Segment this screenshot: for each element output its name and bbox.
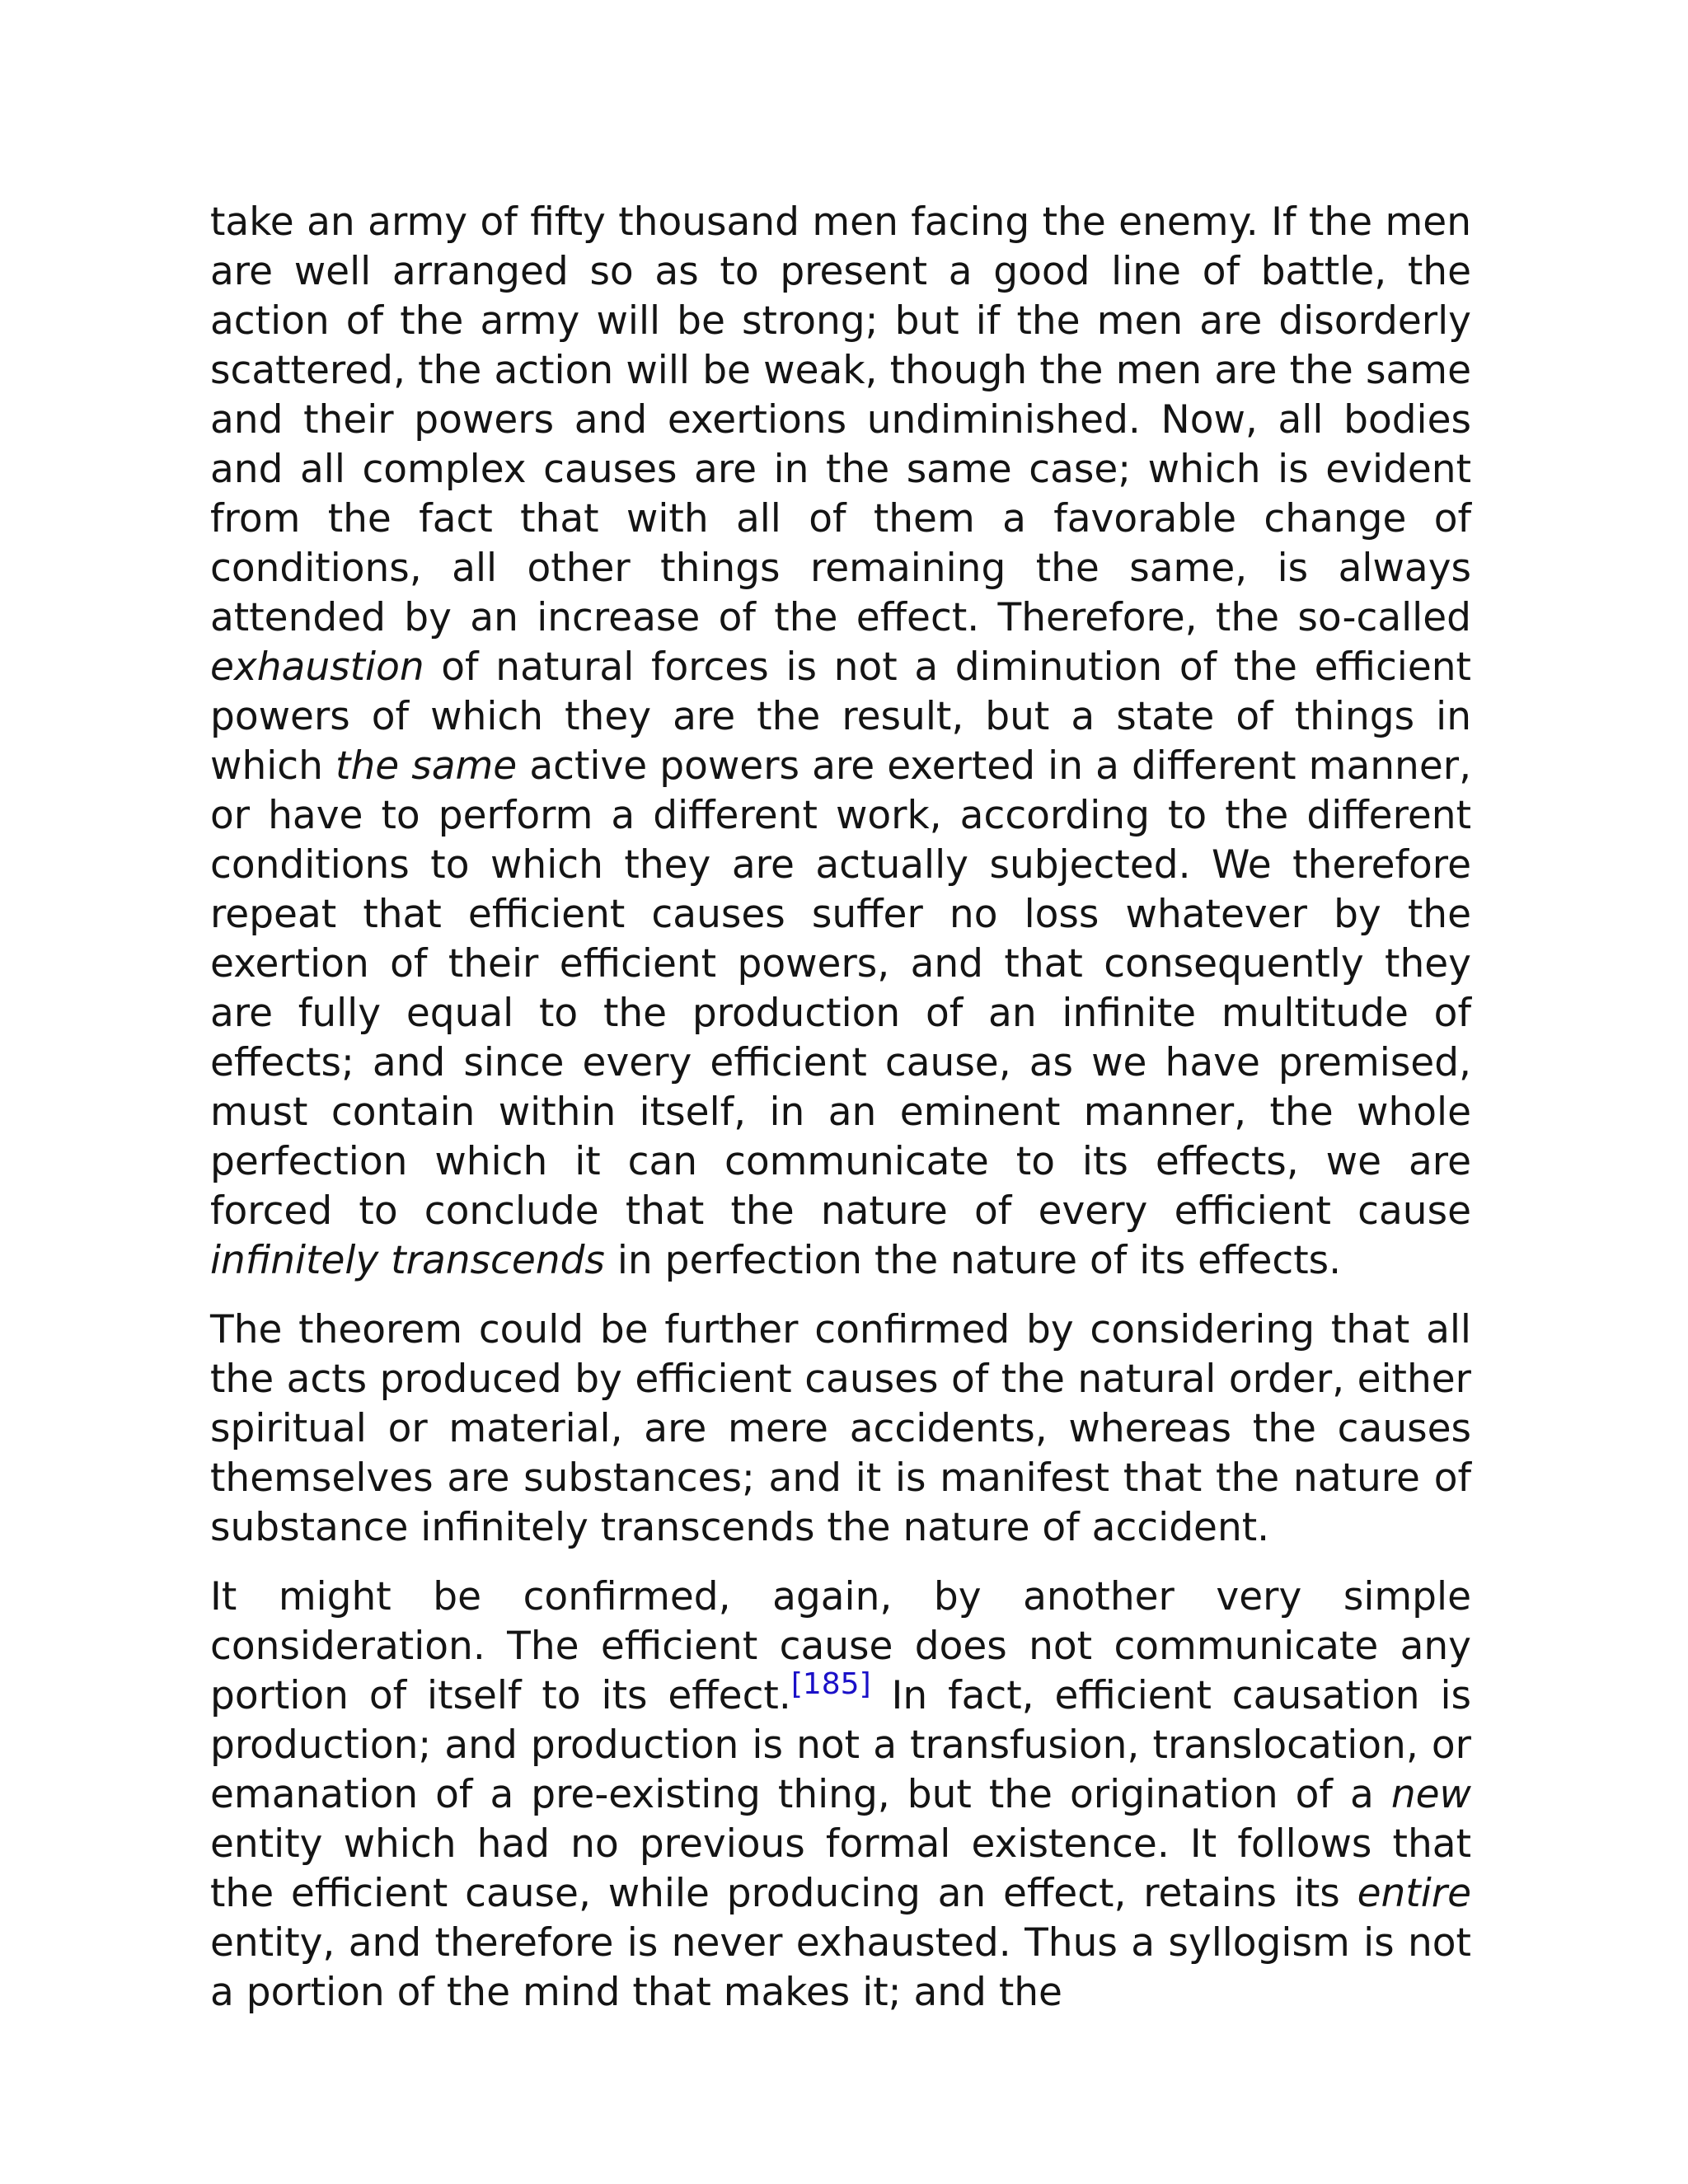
text-run: take an army of fifty thousand men facing the enemy. If the men are well arranged so as to present a good line of battle, the action of the army will be strong; but if the men are disorderly scattered, the action will be weak, though the men are the same and their powers and exertions undiminished. Now, all bodies and all complex causes are in the same case; which is evident from the fact that with all of them a favorable change of conditions, all other things remaining the same, is always attended by an increase of the effect. Therefore, the so-called <box>210 199 1471 640</box>
italic-run-exhaustion: exhaustion <box>210 644 424 690</box>
italic-run-the-same: the same <box>335 743 518 789</box>
text-run: The theorem could be further confirmed by considering that all the acts produced by efficient causes of the natural order, either spiritual or material, are mere accidents, whereas the causes themselves are substances; and it is manifest that the nature of substance infinitely transcends the nature of accident. <box>210 1307 1471 1550</box>
italic-run-infinitely-transcends: infinitely transcends <box>210 1238 605 1283</box>
italic-run-new: new <box>1390 1772 1471 1817</box>
document-page <box>210 198 1471 2037</box>
paragraph-2 <box>210 1305 1471 1553</box>
paragraph-3 <box>210 1572 1471 2018</box>
text-run: entity which had no previous formal existence. It follows that the efficient cause, while producing an effect, retains its <box>210 1821 1471 1916</box>
footnote-link-185[interactable]: [185] <box>790 1667 871 1701</box>
text-run: entity, and therefore is never exhausted. Thus a syllogism is not a portion of the mind that makes it; and the <box>210 1920 1471 2015</box>
text-run: in perfection the nature of its effects. <box>604 1238 1342 1283</box>
text-run: In fact, efficient causation is production; and production is not a transfusion, translocation, or emanation of a pre-existing thing, but the origination of a <box>210 1673 1471 1817</box>
text-run: active powers are exerted in a different manner, or have to perform a different work, according to the different conditions to which they are actually subjected. We therefore repeat that efficient causes suffer no loss whatever by the exertion of their efficient powers, and that consequently they are fully equal to the production of an infinite multitude of effects; and since every efficient cause, as we have premised, must contain within itself, in an eminent manner, the whole perfection which it can communicate to its effects, we are forced to conclude that the nature of every efficient cause <box>210 743 1472 1234</box>
paragraph-1 <box>210 198 1471 1286</box>
italic-run-entire: entire <box>1357 1871 1471 1916</box>
text-run: It might be confirmed, again, by another very simple consideration. The efficient cause does not communicate any portion of itself to its effect. <box>210 1574 1471 1718</box>
text-run: of natural forces is not a diminution of the efficient powers of which they are the result, but a state of things in which <box>210 644 1471 789</box>
